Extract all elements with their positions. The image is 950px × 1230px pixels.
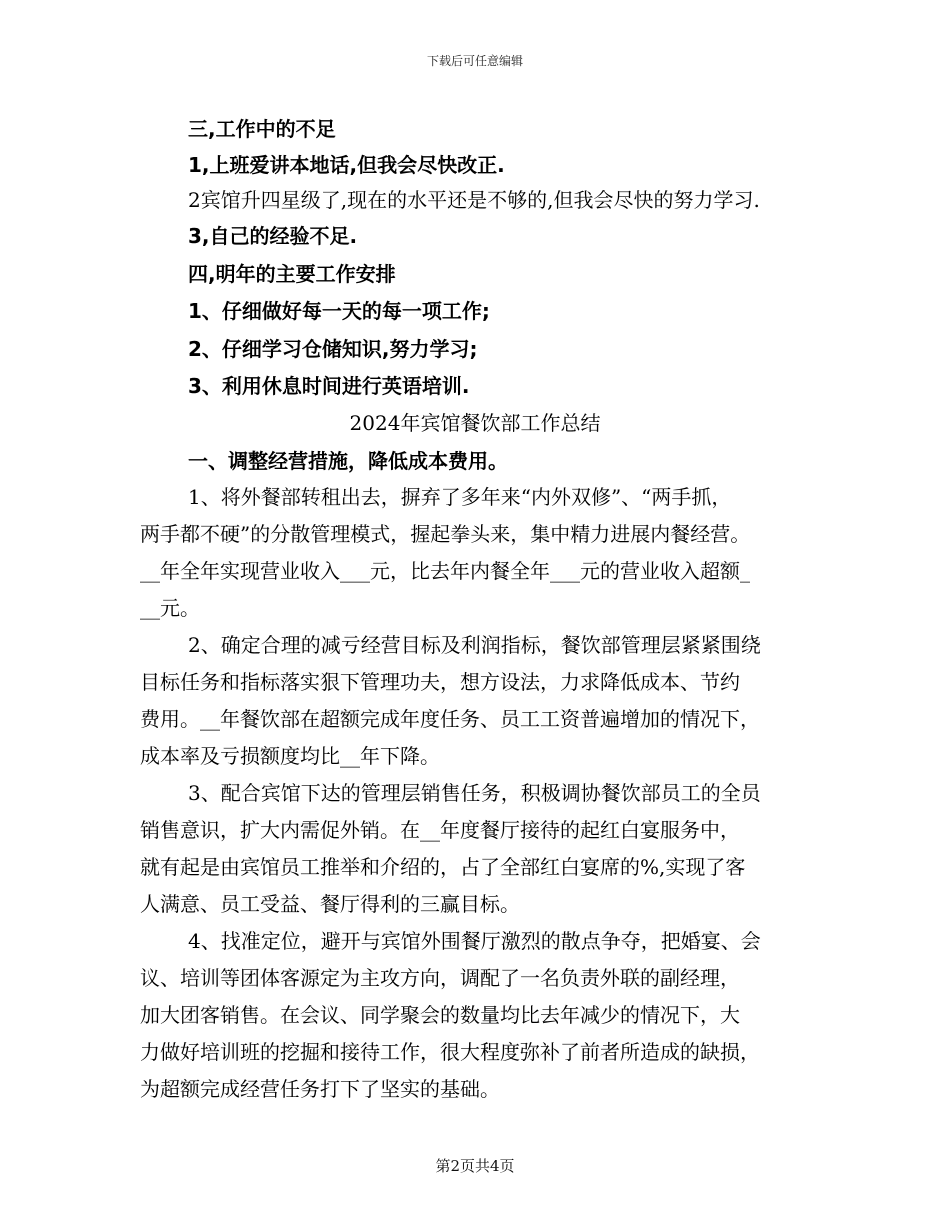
paragraph-line: 就有起是由宾馆员工推举和介绍的，占了全部红白宴席的%,实现了客 [140, 855, 746, 879]
section-4-item-2: 2、仔细学习仓储知识,努力学习; [188, 337, 478, 361]
section-3-item-2: 2宾馆升四星级了,现在的水平还是不够的,但我会尽快的努力学习. [188, 188, 760, 212]
section-4-item-3: 3、利用休息时间进行英语培训. [188, 374, 470, 398]
paragraph-line: 4、找准定位，避开与宾馆外围餐厅激烈的散点争夺，把婚宴、会 [188, 929, 761, 953]
part-1-heading: 一、调整经营措施，降低成本费用。 [188, 449, 508, 473]
paragraph-line: 两手都不硬”的分散管理模式，握起拳头来，集中精力进展内餐经营。 [140, 522, 751, 546]
section-3-item-1: 1,上班爱讲本地话,但我会尽快改正. [188, 153, 505, 177]
section-4-heading: 四,明年的主要工作安排 [188, 262, 396, 286]
section-4-item-1: 1、仔细做好每一天的每一项工作; [188, 299, 490, 323]
paragraph-line: __元。 [140, 596, 200, 620]
page-header: 下载后可任意编辑 [426, 54, 523, 68]
paragraph-line: 目标任务和指标落实狠下管理功夫，想方设法，力求降低成本、节约 [140, 670, 740, 694]
document-title: 2024年宾馆餐饮部工作总结 [349, 411, 601, 435]
paragraph-line: 人满意、员工受益、餐厅得利的三赢目标。 [140, 892, 520, 916]
paragraph-line: 加大团客销售。在会议、同学聚会的数量均比去年减少的情况下，大 [140, 1003, 740, 1027]
paragraph-line: 为超额完成经营任务打下了坚实的基础。 [140, 1077, 500, 1101]
section-3-item-3: 3,自己的经验不足. [188, 224, 358, 248]
paragraph-line: 议、培训等团体客源定为主攻方向，调配了一名负责外联的副经理， [140, 966, 740, 990]
paragraph-line: 2、确定合理的减亏经营目标及利润指标，餐饮部管理层紧紧围绕 [188, 633, 761, 657]
paragraph-line: 力做好培训班的挖掘和接待工作，很大程度弥补了前者所造成的缺损， [140, 1040, 760, 1064]
paragraph-line: 费用。__年餐饮部在超额完成年度任务、员工工资普遍增加的情况下， [140, 707, 760, 731]
page-footer: 第2页共4页 [435, 1157, 515, 1175]
paragraph-line: 3、配合宾馆下达的管理层销售任务，积极调协餐饮部员工的全员 [188, 781, 761, 805]
paragraph-line: __年全年实现营业收入___元，比去年内餐全年___元的营业收入超额_ [140, 559, 750, 583]
paragraph-line: 成本率及亏损额度均比__年下降。 [140, 744, 440, 768]
paragraph-line: 1、将外餐部转租出去，摒弃了多年来“内外双修”、“两手抓， [188, 485, 732, 509]
section-3-heading: 三,工作中的不足 [188, 117, 336, 141]
paragraph-line: 销售意识，扩大内需促外销。在__年度餐厅接待的起红白宴服务中， [140, 818, 740, 842]
